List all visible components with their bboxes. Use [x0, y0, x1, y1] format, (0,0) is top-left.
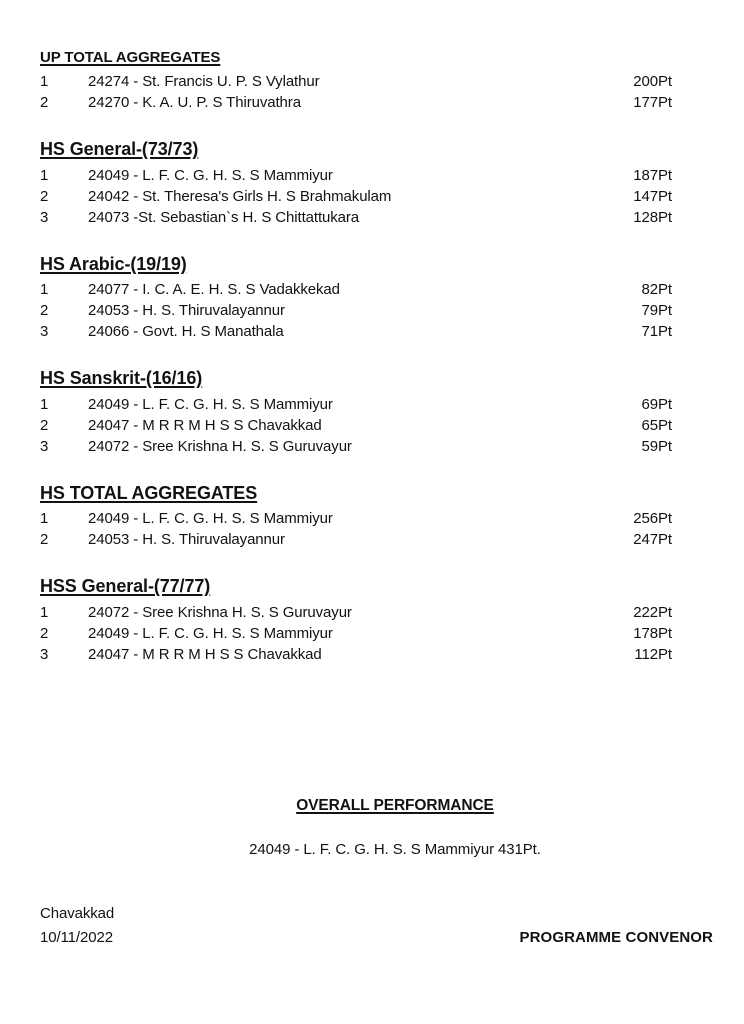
section-heading: HS TOTAL AGGREGATES	[40, 482, 258, 503]
result-row	[40, 300, 672, 321]
rank-number: 2	[40, 531, 49, 549]
school-name: 24042 - St. Theresa's Girls H. S Brahmakulam	[88, 187, 392, 205]
section-heading: HS General-(73/73)	[40, 139, 199, 159]
rank-number: 1	[40, 281, 49, 299]
section-heading: UP TOTAL AGGREGATES	[40, 49, 221, 66]
footer-signature: PROGRAMME CONVENOR	[519, 928, 713, 946]
points-value: 200Pt	[633, 73, 672, 90]
result-row	[40, 623, 672, 644]
points-value: 69Pt	[641, 395, 672, 413]
overall-performance-block	[0, 797, 744, 858]
school-name: 24073 -St. Sebastian`s H. S Chittattukara	[88, 208, 360, 226]
rank-number: 1	[40, 73, 49, 90]
school-name: 24049 - L. F. C. G. H. S. S Mammiyur	[88, 510, 333, 528]
points-value: 71Pt	[641, 323, 672, 341]
section-rows	[40, 394, 672, 457]
results-section	[40, 139, 672, 228]
section-rows	[40, 71, 672, 113]
school-name: 24072 - Sree Krishna H. S. S Guruvayur	[88, 603, 352, 621]
school-name: 24072 - Sree Krishna H. S. S Guruvayur	[88, 437, 352, 455]
result-row	[40, 279, 672, 300]
result-row	[40, 602, 672, 623]
footer-date-signature-line	[40, 926, 713, 950]
school-name: 24077 - I. C. A. E. H. S. S Vadakkekad	[88, 281, 340, 299]
school-name: 24053 - H. S. Thiruvalayannur	[88, 302, 285, 320]
section-rows	[40, 508, 672, 550]
rank-number: 3	[40, 437, 49, 455]
rank-number: 3	[40, 323, 49, 341]
result-row	[40, 436, 672, 457]
section-rows	[40, 602, 672, 665]
rank-number: 3	[40, 208, 49, 226]
points-value: 222Pt	[633, 603, 672, 621]
points-value: 187Pt	[633, 166, 672, 184]
points-value: 59Pt	[641, 437, 672, 455]
result-row	[40, 165, 672, 186]
school-name: 24053 - H. S. Thiruvalayannur	[88, 531, 285, 549]
footer-place: Chavakkad	[40, 904, 115, 922]
section-rows	[40, 165, 672, 228]
section-heading: HS Sanskrit-(16/16)	[40, 368, 203, 389]
rank-number: 2	[40, 624, 49, 642]
school-name: 24274 - St. Francis U. P. S Vylathur	[88, 73, 320, 90]
points-value: 128Pt	[633, 208, 672, 226]
rank-number: 1	[40, 510, 49, 528]
school-name: 24049 - L. F. C. G. H. S. S Mammiyur	[88, 624, 333, 642]
points-value: 247Pt	[633, 531, 672, 549]
page-footer	[0, 902, 744, 950]
result-row	[40, 207, 672, 228]
school-name: 24049 - L. F. C. G. H. S. S Mammiyur	[88, 166, 333, 184]
overall-performance-heading: OVERALL PERFORMANCE	[296, 796, 494, 814]
section-heading: HS Arabic-(19/19)	[40, 253, 187, 274]
points-value: 112Pt	[634, 645, 672, 663]
rank-number: 1	[40, 395, 49, 413]
overall-winner-line: 24049 - L. F. C. G. H. S. S Mammiyur 431Pt.	[249, 840, 541, 858]
school-name: 24270 - K. A. U. P. S Thiruvathra	[88, 94, 301, 111]
school-name: 24047 - M R R M H S S Chavakkad	[88, 645, 322, 663]
section-rows	[40, 279, 672, 342]
result-row	[40, 71, 672, 92]
points-value: 178Pt	[633, 624, 672, 642]
results-section	[40, 576, 672, 665]
result-row	[40, 644, 672, 665]
result-row	[40, 394, 672, 415]
rank-number: 2	[40, 416, 49, 434]
rank-number: 1	[40, 166, 49, 184]
points-value: 82Pt	[641, 281, 672, 299]
footer-date: 10/11/2022	[40, 928, 113, 946]
school-name: 24049 - L. F. C. G. H. S. S Mammiyur	[88, 395, 333, 413]
points-value: 256Pt	[633, 510, 672, 528]
points-value: 177Pt	[633, 94, 672, 111]
section-heading: HSS General-(77/77)	[40, 576, 211, 597]
result-row	[40, 508, 672, 529]
rank-number: 2	[40, 187, 49, 205]
results-section	[40, 254, 672, 343]
rank-number: 2	[40, 302, 49, 320]
points-value: 65Pt	[641, 416, 672, 434]
points-value: 147Pt	[633, 187, 672, 205]
result-row	[40, 186, 672, 207]
rank-number: 3	[40, 645, 49, 663]
results-section	[40, 49, 672, 113]
result-row	[40, 415, 672, 436]
result-row	[40, 92, 672, 113]
points-value: 79Pt	[641, 302, 672, 320]
rank-number: 1	[40, 603, 49, 621]
rank-number: 2	[40, 94, 49, 111]
school-name: 24066 - Govt. H. S Manathala	[88, 323, 284, 341]
results-section	[40, 483, 672, 551]
results-section	[40, 368, 672, 457]
result-row	[40, 529, 672, 550]
result-row	[40, 321, 672, 342]
school-name: 24047 - M R R M H S S Chavakkad	[88, 416, 322, 434]
